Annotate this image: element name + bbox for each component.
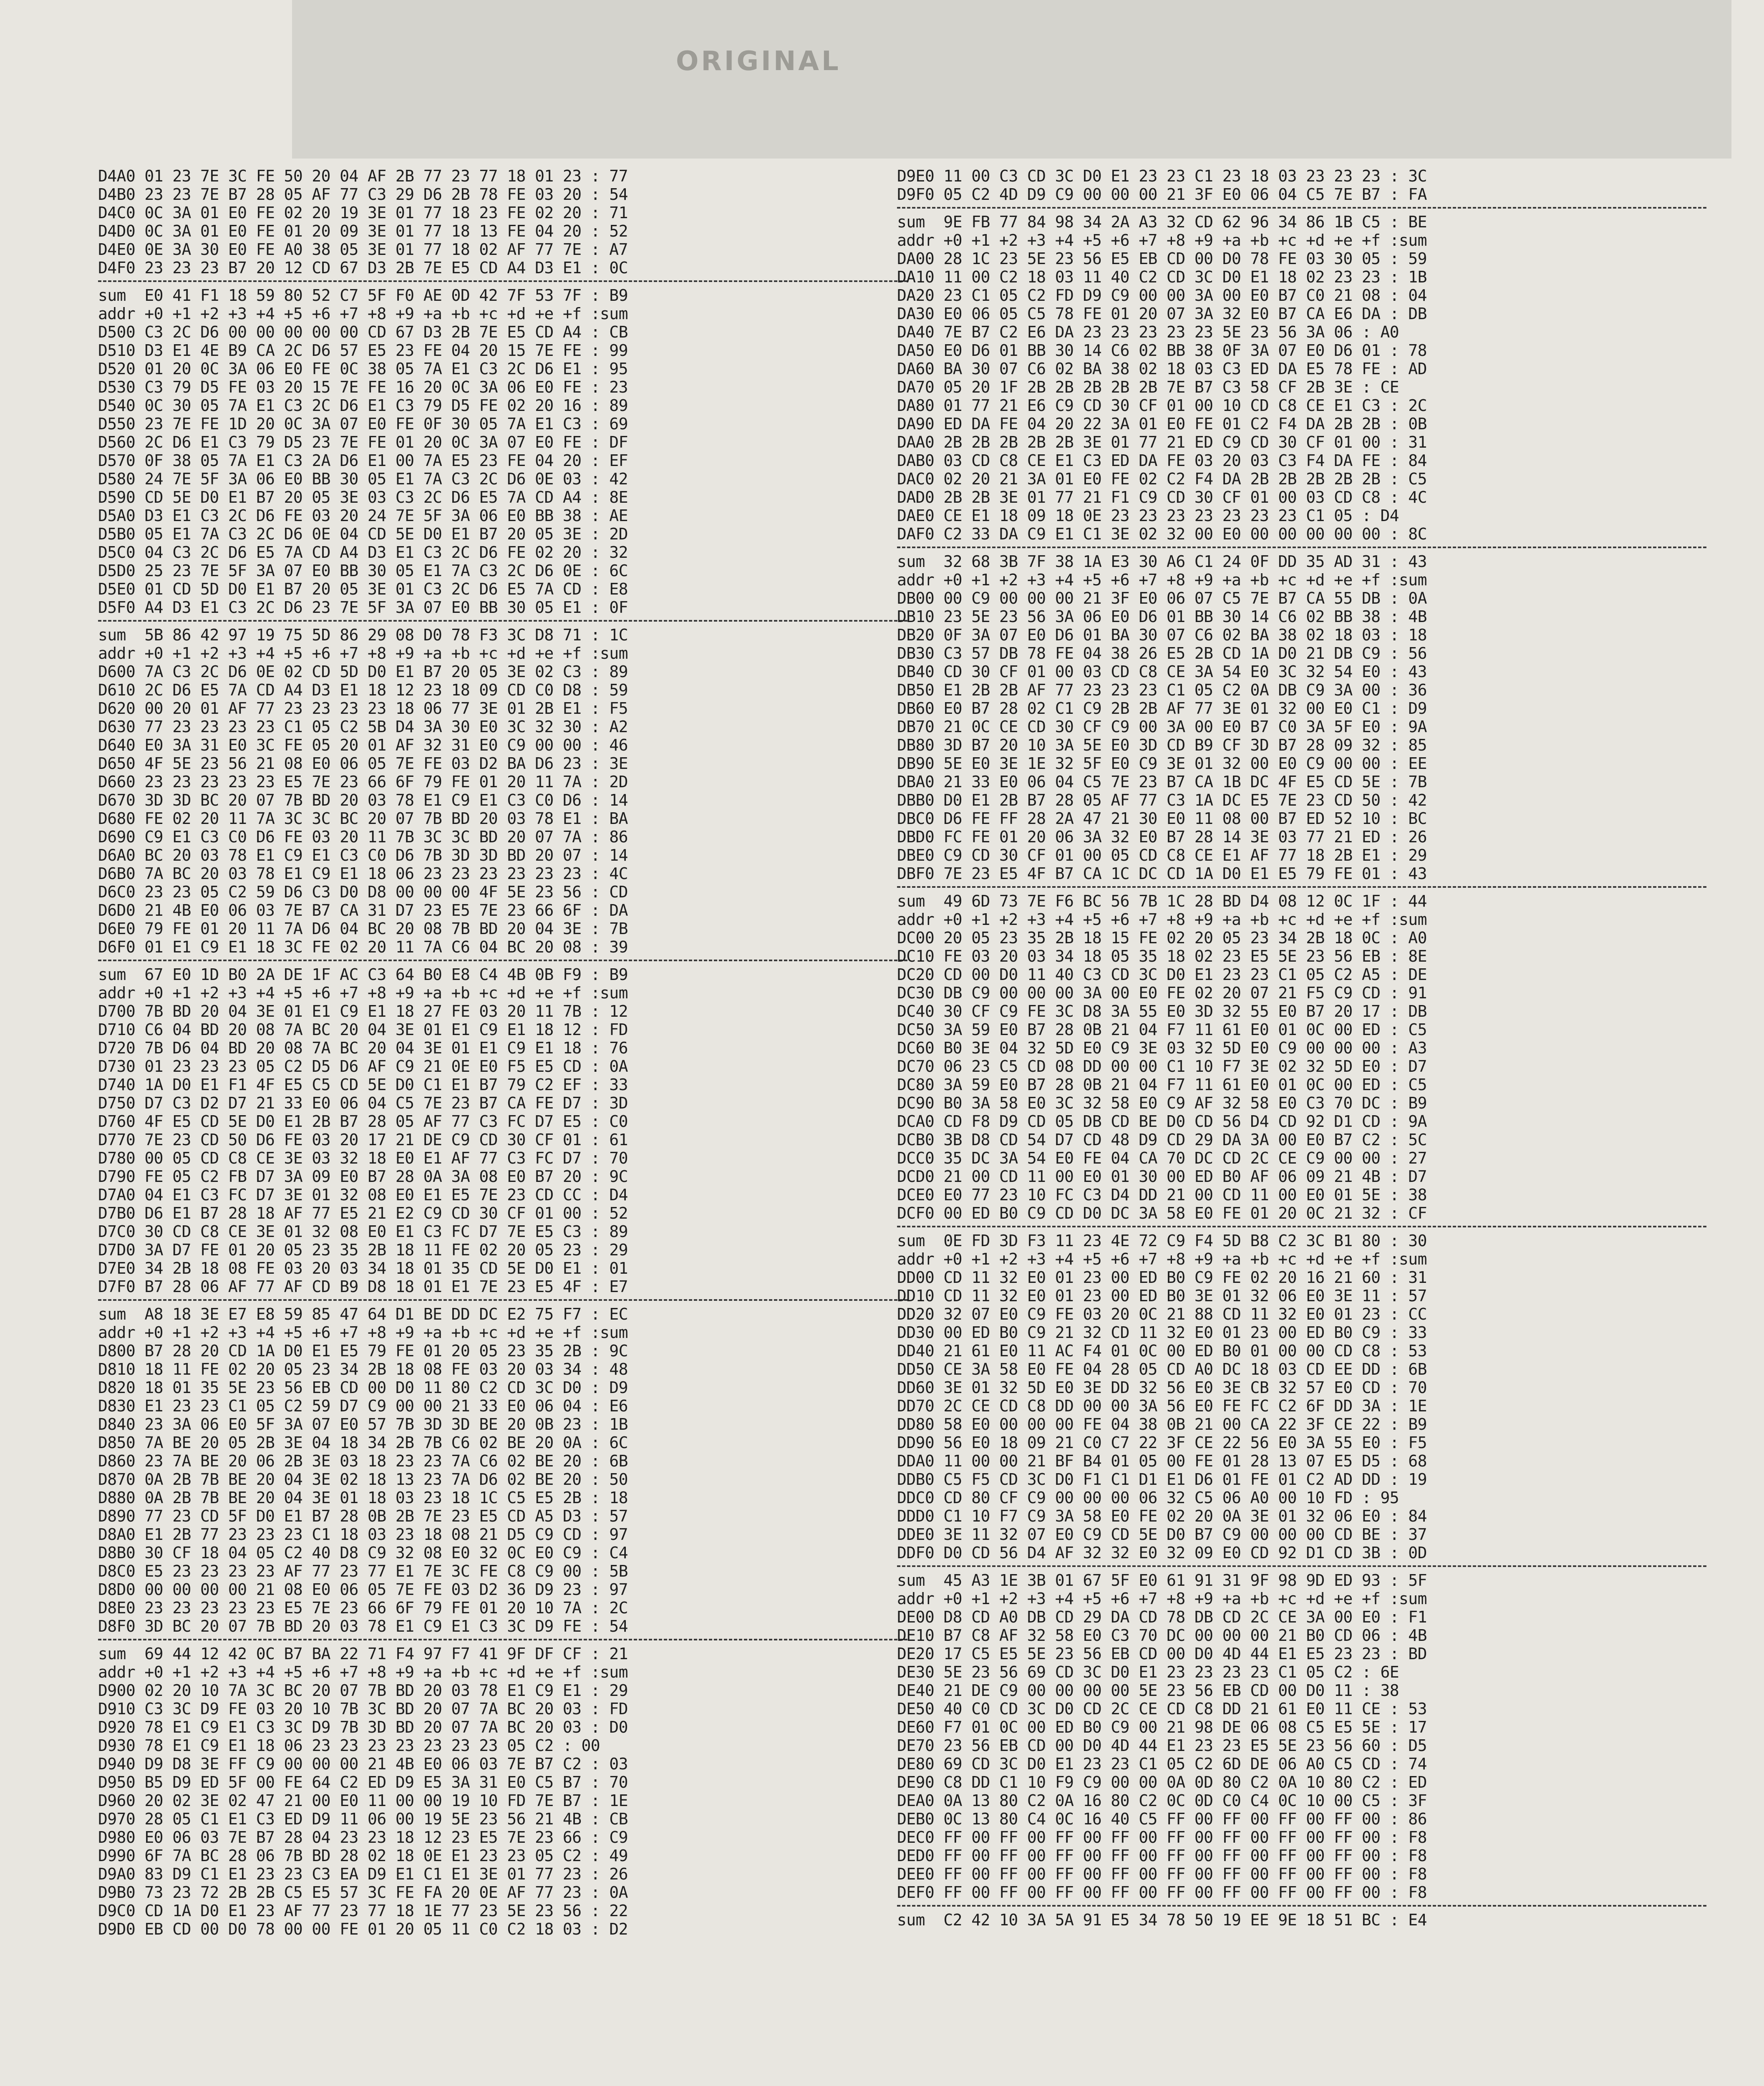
column-header-row: addr +0 +1 +2 +3 +4 +5 +6 +7 +8 +9 +a +b +c +d +e +f :sum xyxy=(98,644,628,663)
hex-row: DA30 E0 06 05 C5 78 FE 01 20 07 3A 32 E0 B7 CA E6 DA : DB xyxy=(897,305,1427,323)
hex-row: DC10 FE 03 20 03 34 18 05 35 18 02 23 E5 5E 23 56 EB : 8E xyxy=(897,947,1427,965)
hex-row: DAC0 02 20 21 3A 01 E0 FE 02 C2 F4 DA 2B 2B 2B 2B 2B : C5 xyxy=(897,470,1427,488)
dashed-separator xyxy=(897,207,1706,209)
hex-row: DC90 B0 3A 58 E0 3C 32 58 E0 C9 AF 32 58 E0 C3 70 DC : B9 xyxy=(897,1094,1427,1112)
hex-row: D8B0 30 CF 18 04 05 C2 40 D8 C9 32 08 E0 32 0C E0 C9 : C4 xyxy=(98,1544,628,1562)
hex-row: D8A0 E1 2B 77 23 23 23 C1 18 03 23 18 08 21 D5 C9 CD : 97 xyxy=(98,1525,628,1544)
dashed-separator xyxy=(98,1639,907,1640)
hex-row: D580 24 7E 5F 3A 06 E0 BB 30 05 E1 7A C3 2C D6 0E 03 : 42 xyxy=(98,470,628,488)
hex-row: DE80 69 CD 3C D0 E1 23 23 C1 05 C2 6D DE 06 A0 C5 CD : 74 xyxy=(897,1755,1427,1773)
hex-row: DEF0 FF 00 FF 00 FF 00 FF 00 FF 00 FF 00 FF 00 FF 00 : F8 xyxy=(897,1883,1427,1902)
hex-row: DD00 CD 11 32 E0 01 23 00 ED B0 C9 FE 02 20 16 21 60 : 31 xyxy=(897,1268,1427,1287)
hex-block xyxy=(897,231,1706,571)
hex-row: DBC0 D6 FE FF 28 2A 47 21 30 E0 11 08 00 B7 ED 52 10 : BC xyxy=(897,809,1427,828)
hex-row: D940 D9 D8 3E FF C9 00 00 00 21 4B E0 06 03 7E B7 C2 : 03 xyxy=(98,1755,628,1773)
hex-row: D5C0 04 C3 2C D6 E5 7A CD A4 D3 E1 C3 2C D6 FE 02 20 : 32 xyxy=(98,543,628,562)
hex-row: D640 E0 3A 31 E0 3C FE 05 20 01 AF 32 31 E0 C9 00 00 : 46 xyxy=(98,736,628,754)
column-header-row: addr +0 +1 +2 +3 +4 +5 +6 +7 +8 +9 +a +b +c +d +e +f :sum xyxy=(897,910,1427,929)
hex-row: D6E0 79 FE 01 20 11 7A D6 04 BC 20 08 7B BD 20 04 3E : 7B xyxy=(98,920,628,938)
hex-row: DBE0 C9 CD 30 CF 01 00 05 CD C8 CE E1 AF 77 18 2B E1 : 29 xyxy=(897,846,1427,864)
hex-row: DC80 3A 59 E0 B7 28 0B 21 04 F7 11 61 E0 01 0C 00 ED : C5 xyxy=(897,1076,1427,1094)
hex-row: DB30 C3 57 DB 78 FE 04 38 26 E5 2B CD 1A D0 21 DB C9 : 56 xyxy=(897,644,1427,663)
checksum-row: sum 32 68 3B 7F 38 1A E3 30 A6 C1 24 0F DD 35 AD 31 : 43 xyxy=(897,552,1427,571)
hex-row: D950 B5 D9 ED 5F 00 FE 64 C2 ED D9 E5 3A 31 E0 C5 B7 : 70 xyxy=(98,1773,628,1791)
hex-row: D8D0 00 00 00 00 21 08 E0 06 05 7E FE 03 D2 36 D9 23 : 97 xyxy=(98,1580,628,1599)
hex-row: DB80 3D B7 20 10 3A 5E E0 3D CD B9 CF 3D B7 28 09 32 : 85 xyxy=(897,736,1427,754)
hex-row: D7B0 D6 E1 B7 28 18 AF 77 E5 21 E2 C9 CD 30 CF 01 00 : 52 xyxy=(98,1204,628,1222)
column-header-row: addr +0 +1 +2 +3 +4 +5 +6 +7 +8 +9 +a +b +c +d +e +f :sum xyxy=(98,1323,628,1342)
hex-row: DB50 E1 2B 2B AF 77 23 23 23 C1 05 C2 0A DB C9 3A 00 : 36 xyxy=(897,681,1427,699)
hex-row: DEE0 FF 00 FF 00 FF 00 FF 00 FF 00 FF 00 FF 00 FF 00 : F8 xyxy=(897,1865,1427,1883)
hex-row: DA50 E0 D6 01 BB 30 14 C6 02 BB 38 0F 3A 07 E0 D6 01 : 78 xyxy=(897,341,1427,360)
hex-row: DC20 CD 00 D0 11 40 C3 CD 3C D0 E1 23 23 C1 05 C2 A5 : DE xyxy=(897,965,1427,984)
hex-row: DCC0 35 DC 3A 54 E0 FE 04 CA 70 DC CD 2C CE C9 00 00 : 27 xyxy=(897,1149,1427,1167)
hex-row: DD80 58 E0 00 00 00 FE 04 38 0B 21 00 CA 22 3F CE 22 : B9 xyxy=(897,1415,1427,1433)
hex-row: D960 20 02 3E 02 47 21 00 E0 11 00 00 19 10 FD 7E B7 : 1E xyxy=(98,1791,628,1810)
hex-row: DBA0 21 33 E0 06 04 C5 7E 23 B7 CA 1B DC 4F E5 CD 5E : 7B xyxy=(897,773,1427,791)
hex-block xyxy=(98,305,907,644)
hex-row: DE60 F7 01 0C 00 ED B0 C9 00 21 98 DE 06 08 C5 E5 5E : 17 xyxy=(897,1718,1427,1736)
hex-row: D6F0 01 E1 C9 E1 18 3C FE 02 20 11 7A C6 04 BC 20 08 : 39 xyxy=(98,938,628,956)
hex-row: D800 B7 28 20 CD 1A D0 E1 E5 79 FE 01 20 05 23 35 2B : 9C xyxy=(98,1342,628,1360)
hex-row: D5F0 A4 D3 E1 C3 2C D6 23 7E 5F 3A 07 E0 BB 30 05 E1 : 0F xyxy=(98,598,628,617)
hex-row: D840 23 3A 06 E0 5F 3A 07 E0 57 7B 3D 3D BE 20 0B 23 : 1B xyxy=(98,1415,628,1433)
hex-row: DDF0 D0 CD 56 D4 AF 32 32 E0 32 09 E0 CD 92 D1 CD 3B : 0D xyxy=(897,1544,1427,1562)
hex-dump-right-column xyxy=(897,167,1706,1929)
hex-row: DD20 32 07 E0 C9 FE 03 20 0C 21 88 CD 11 32 E0 01 23 : CC xyxy=(897,1305,1427,1323)
hex-row: DDD0 C1 10 F7 C9 3A 58 E0 FE 02 20 0A 3E 01 32 06 E0 : 84 xyxy=(897,1507,1427,1525)
hex-row: DD90 56 E0 18 09 21 C0 C7 22 3F CE 22 56 E0 3A 55 E0 : F5 xyxy=(897,1433,1427,1452)
hex-row: DCB0 3B D8 CD 54 D7 CD 48 D9 CD 29 DA 3A 00 E0 B7 C2 : 5C xyxy=(897,1131,1427,1149)
hex-row: D920 78 E1 C9 E1 C3 3C D9 7B 3D BD 20 07 7A BC 20 03 : D0 xyxy=(98,1718,628,1736)
hex-row: D7C0 30 CD C8 CE 3E 01 32 08 E0 E1 C3 FC D7 7E E5 C3 : 89 xyxy=(98,1222,628,1241)
hex-row: DCF0 00 ED B0 C9 CD D0 DC 3A 58 E0 FE 01 20 0C 21 32 : CF xyxy=(897,1204,1427,1222)
hex-row: D930 78 E1 C9 E1 18 06 23 23 23 23 23 23 23 05 C2 : 00 xyxy=(98,1736,600,1755)
column-header-row: addr +0 +1 +2 +3 +4 +5 +6 +7 +8 +9 +a +b +c +d +e +f :sum xyxy=(897,1590,1427,1608)
hex-row: DA60 BA 30 07 C6 02 BA 38 02 18 03 C3 ED DA E5 78 FE : AD xyxy=(897,360,1427,378)
hex-row: DCA0 CD F8 D9 CD 05 DB CD BE D0 CD 56 D4 CD 92 D1 CD : 9A xyxy=(897,1112,1427,1131)
hex-row: DC70 06 23 C5 CD 08 DD 00 00 C1 10 F7 3E 02 32 5D E0 : D7 xyxy=(897,1057,1427,1076)
hex-row: DE50 40 C0 CD 3C D0 CD 2C CE CD C8 DD 21 61 E0 11 CE : 53 xyxy=(897,1700,1427,1718)
hex-row: D4E0 0E 3A 30 E0 FE A0 38 05 3E 01 77 18 02 AF 77 7E : A7 xyxy=(98,240,628,259)
hex-row: DBD0 FC FE 01 20 06 3A 32 E0 B7 28 14 3E 03 77 21 ED : 26 xyxy=(897,828,1427,846)
hex-row: D4B0 23 23 7E B7 28 05 AF 77 C3 29 D6 2B 78 FE 03 20 : 54 xyxy=(98,185,628,204)
hex-row: D9D0 EB CD 00 D0 78 00 00 FE 01 20 05 11 C0 C2 18 03 : D2 xyxy=(98,1920,628,1938)
hex-row: D9F0 05 C2 4D D9 C9 00 00 00 21 3F E0 06 04 C5 7E B7 : FA xyxy=(897,185,1427,204)
hex-row: D670 3D 3D BC 20 07 7B BD 20 03 78 E1 C9 E1 C3 C0 D6 : 14 xyxy=(98,791,628,809)
hex-row: D6C0 23 23 05 C2 59 D6 C3 D0 D8 00 00 00 4F 5E 23 56 : CD xyxy=(98,883,628,901)
hex-row: D680 FE 02 20 11 7A 3C 3C BC 20 07 7B BD 20 03 78 E1 : BA xyxy=(98,809,628,828)
checksum-row: sum C2 42 10 3A 5A 91 E5 34 78 50 19 EE 9E 18 51 BC : E4 xyxy=(897,1911,1427,1929)
hex-block xyxy=(897,1590,1706,1929)
hex-row: DC30 DB C9 00 00 00 3A 00 E0 FE 02 20 07 21 F5 C9 CD : 91 xyxy=(897,984,1427,1002)
hex-row: DB60 E0 B7 28 02 C1 C9 2B 2B AF 77 3E 01 32 00 E0 C1 : D9 xyxy=(897,699,1427,718)
hex-row: D610 2C D6 E5 7A CD A4 D3 E1 18 12 23 18 09 CD C0 D8 : 59 xyxy=(98,681,628,699)
hex-row: DDB0 C5 F5 CD 3C D0 F1 C1 D1 E1 D6 01 FE 01 C2 AD DD : 19 xyxy=(897,1470,1427,1489)
hex-row: D7A0 04 E1 C3 FC D7 3E 01 32 08 E0 E1 E5 7E 23 CD CC : D4 xyxy=(98,1186,628,1204)
hex-row: D900 02 20 10 7A 3C BC 20 07 7B BD 20 03 78 E1 C9 E1 : 29 xyxy=(98,1681,628,1700)
hex-row: D9A0 83 D9 C1 E1 23 23 C3 EA D9 E1 C1 E1 3E 01 77 23 : 26 xyxy=(98,1865,628,1883)
hex-row: DA00 28 1C 23 5E 23 56 E5 EB CD 00 D0 78 FE 03 30 05 : 59 xyxy=(897,249,1427,268)
hex-block xyxy=(897,1250,1706,1590)
hex-row: DE10 B7 C8 AF 32 58 E0 C3 70 DC 00 00 00 21 B0 CD 06 : 4B xyxy=(897,1626,1427,1645)
hex-row: D5D0 25 23 7E 5F 3A 07 E0 BB 30 05 E1 7A C3 2C D6 0E : 6C xyxy=(98,562,628,580)
hex-row: DD10 CD 11 32 E0 01 23 00 ED B0 3E 01 32 06 E0 3E 11 : 57 xyxy=(897,1287,1427,1305)
hex-row: D8F0 3D BC 20 07 7B BD 20 03 78 E1 C9 E1 C3 3C D9 FE : 54 xyxy=(98,1617,628,1635)
hex-row: D570 0F 38 05 7A E1 C3 2A D6 E1 00 7A E5 23 FE 04 20 : EF xyxy=(98,451,628,470)
hex-row: DBF0 7E 23 E5 4F B7 CA 1C DC CD 1A D0 E1 E5 79 FE 01 : 43 xyxy=(897,864,1427,883)
hex-row: D550 23 7E FE 1D 20 0C 3A 07 E0 FE 0F 30 05 7A E1 C3 : 69 xyxy=(98,415,628,433)
hex-row: D690 C9 E1 C3 C0 D6 FE 03 20 11 7B 3C 3C BD 20 07 7A : 86 xyxy=(98,828,628,846)
dashed-separator xyxy=(98,620,907,622)
hex-row: DD70 2C CE CD C8 DD 00 00 3A 56 E0 FE FC C2 6F DD 3A : 1E xyxy=(897,1397,1427,1415)
hex-row: DDA0 11 00 00 21 BF B4 01 05 00 FE 01 28 13 07 E5 D5 : 68 xyxy=(897,1452,1427,1470)
hex-row: D970 28 05 C1 E1 C3 ED D9 11 06 00 19 5E 23 56 21 4B : CB xyxy=(98,1810,628,1828)
hex-row: D6A0 BC 20 03 78 E1 C9 E1 C3 C0 D6 7B 3D 3D BD 20 07 : 14 xyxy=(98,846,628,864)
hex-row: DA40 7E B7 C2 E6 DA 23 23 23 23 23 5E 23 56 3A 06 : A0 xyxy=(897,323,1399,341)
hex-block xyxy=(98,984,907,1323)
hex-row: D630 77 23 23 23 23 C1 05 C2 5B D4 3A 30 E0 3C 32 30 : A2 xyxy=(98,718,628,736)
checksum-row: sum 45 A3 1E 3B 01 67 5F E0 61 91 31 9F 98 9D ED 93 : 5F xyxy=(897,1571,1427,1590)
hex-row: DE70 23 56 EB CD 00 D0 4D 44 E1 23 23 E5 5E 23 56 60 : D5 xyxy=(897,1736,1427,1755)
column-header-row: addr +0 +1 +2 +3 +4 +5 +6 +7 +8 +9 +a +b +c +d +e +f :sum xyxy=(98,984,628,1002)
hex-row: D9E0 11 00 C3 CD 3C D0 E1 23 23 C1 23 18 03 23 23 23 : 3C xyxy=(897,167,1427,185)
column-header-row: addr +0 +1 +2 +3 +4 +5 +6 +7 +8 +9 +a +b +c +d +e +f :sum xyxy=(897,571,1427,589)
hex-row: D750 D7 C3 D2 D7 21 33 E0 06 04 C5 7E 23 B7 CA FE D7 : 3D xyxy=(98,1094,628,1112)
hex-row: DAD0 2B 2B 3E 01 77 21 F1 C9 CD 30 CF 01 00 03 CD C8 : 4C xyxy=(897,488,1427,506)
hex-row: DB00 00 C9 00 00 00 21 3F E0 06 07 C5 7E B7 CA 55 DB : 0A xyxy=(897,589,1427,607)
dashed-separator xyxy=(897,547,1706,548)
hex-row: DA10 11 00 C2 18 03 11 40 C2 CD 3C D0 E1 18 02 23 23 : 1B xyxy=(897,268,1427,286)
hex-row: DE20 17 C5 E5 5E 23 56 EB CD 00 D0 4D 44 E1 E5 23 23 : BD xyxy=(897,1645,1427,1663)
hex-row: DC50 3A 59 E0 B7 28 0B 21 04 F7 11 61 E0 01 0C 00 ED : C5 xyxy=(897,1020,1427,1039)
hex-row: D7F0 B7 28 06 AF 77 AF CD B9 D8 18 01 E1 7E 23 E5 4F : E7 xyxy=(98,1277,628,1296)
hex-row: D620 00 20 01 AF 77 23 23 23 23 18 06 77 3E 01 2B E1 : F5 xyxy=(98,699,628,718)
hex-row: DA90 ED DA FE 04 20 22 3A 01 E0 FE 01 C2 F4 DA 2B 2B : 0B xyxy=(897,415,1427,433)
checksum-row: sum 0E FD 3D F3 11 23 4E 72 C9 F4 5D B8 C2 3C B1 80 : 30 xyxy=(897,1232,1427,1250)
hex-row: D500 C3 2C D6 00 00 00 00 00 CD 67 D3 2B 7E E5 CD A4 : CB xyxy=(98,323,628,341)
hex-row: D720 7B D6 04 BD 20 08 7A BC 20 04 3E 01 E1 C9 E1 18 : 76 xyxy=(98,1039,628,1057)
hex-row: DC00 20 05 23 35 2B 18 15 FE 02 20 05 23 34 2B 18 0C : A0 xyxy=(897,929,1427,947)
hex-row: D590 CD 5E D0 E1 B7 20 05 3E 03 C3 2C D6 E5 7A CD A4 : 8E xyxy=(98,488,628,506)
hex-row: D780 00 05 CD C8 CE 3E 03 32 18 E0 E1 AF 77 C3 FC D7 : 70 xyxy=(98,1149,628,1167)
hex-row: DAF0 C2 33 DA C9 E1 C1 3E 02 32 00 E0 00 00 00 00 00 : 8C xyxy=(897,525,1427,543)
hex-row: DC40 30 CF C9 FE 3C D8 3A 55 E0 3D 32 55 E0 B7 20 17 : DB xyxy=(897,1002,1427,1020)
dashed-separator xyxy=(897,1226,1706,1227)
hex-row: D850 7A BE 20 05 2B 3E 04 18 34 2B 7B C6 02 BE 20 0A : 6C xyxy=(98,1433,628,1452)
checksum-row: sum 69 44 12 42 0C B7 BA 22 71 F4 97 F7 41 9F DF CF : 21 xyxy=(98,1645,628,1663)
hex-row: D7D0 3A D7 FE 01 20 05 23 35 2B 18 11 FE 02 20 05 23 : 29 xyxy=(98,1241,628,1259)
hex-row: D860 23 7A BE 20 06 2B 3E 03 18 23 23 7A C6 02 BE 20 : 6B xyxy=(98,1452,628,1470)
hex-row: DB10 23 5E 23 56 3A 06 E0 D6 01 BB 30 14 C6 02 BB 38 : 4B xyxy=(897,607,1427,626)
column-header-row: addr +0 +1 +2 +3 +4 +5 +6 +7 +8 +9 +a +b +c +d +e +f :sum xyxy=(98,305,628,323)
dashed-separator xyxy=(897,1905,1706,1907)
hex-row: DDC0 CD 80 CF C9 00 00 00 06 32 C5 06 A0 00 10 FD : 95 xyxy=(897,1489,1399,1507)
hex-row: D980 E0 06 03 7E B7 28 04 23 23 18 12 23 E5 7E 23 66 : C9 xyxy=(98,1828,628,1847)
dashed-separator xyxy=(897,886,1706,888)
hex-row: DB70 21 0C CE CD 30 CF C9 00 3A 00 E0 B7 C0 3A 5F E0 : 9A xyxy=(897,718,1427,736)
hex-row: DCE0 E0 77 23 10 FC C3 D4 DD 21 00 CD 11 00 E0 01 5E : 38 xyxy=(897,1186,1427,1204)
hex-row: DAA0 2B 2B 2B 2B 2B 3E 01 77 21 ED C9 CD 30 CF 01 00 : 31 xyxy=(897,433,1427,451)
hex-row: DA20 23 C1 05 C2 FD D9 C9 00 00 3A 00 E0 B7 C0 21 08 : 04 xyxy=(897,286,1427,305)
hex-row: DBB0 D0 E1 2B B7 28 05 AF 77 C3 1A DC E5 7E 23 CD 50 : 42 xyxy=(897,791,1427,809)
hex-row: DE40 21 DE C9 00 00 00 00 5E 23 56 EB CD 00 D0 11 : 38 xyxy=(897,1681,1399,1700)
hex-row: D6D0 21 4B E0 06 03 7E B7 CA 31 D7 23 E5 7E 23 66 6F : DA xyxy=(98,901,628,920)
hex-row: DD30 00 ED B0 C9 21 32 CD 11 32 E0 01 23 00 ED B0 C9 : 33 xyxy=(897,1323,1427,1342)
dashed-separator xyxy=(98,1299,907,1301)
dashed-separator xyxy=(897,1565,1706,1567)
hex-row: D990 6F 7A BC 28 06 7B BD 28 02 18 0E E1 23 23 05 C2 : 49 xyxy=(98,1847,628,1865)
column-header-row: addr +0 +1 +2 +3 +4 +5 +6 +7 +8 +9 +a +b +c +d +e +f :sum xyxy=(897,1250,1427,1268)
hex-row: DB90 5E E0 3E 1E 32 5F E0 C9 3E 01 32 00 E0 C9 00 00 : EE xyxy=(897,754,1427,773)
hex-row: D9C0 CD 1A D0 E1 23 AF 77 23 77 18 1E 77 23 5E 23 56 : 22 xyxy=(98,1902,628,1920)
header-banner xyxy=(292,0,1731,159)
hex-row: D710 C6 04 BD 20 08 7A BC 20 04 3E 01 E1 C9 E1 18 12 : FD xyxy=(98,1020,628,1039)
hex-row: D4F0 23 23 23 B7 20 12 CD 67 D3 2B 7E E5 CD A4 D3 E1 : 0C xyxy=(98,259,628,277)
hex-row: D8E0 23 23 23 23 23 E5 7E 23 66 6F 79 FE 01 20 10 7A : 2C xyxy=(98,1599,628,1617)
hex-row: D7E0 34 2B 18 08 FE 03 20 03 34 18 01 35 CD 5E D0 E1 : 01 xyxy=(98,1259,628,1277)
hex-row: D560 2C D6 E1 C3 79 D5 23 7E FE 01 20 0C 3A 07 E0 FE : DF xyxy=(98,433,628,451)
hex-row: DEB0 0C 13 80 C4 0C 16 40 C5 FF 00 FF 00 FF 00 FF 00 : 86 xyxy=(897,1810,1427,1828)
checksum-row: sum A8 18 3E E7 E8 59 85 47 64 D1 BE DD DC E2 75 F7 : EC xyxy=(98,1305,628,1323)
hex-row: D540 0C 30 05 7A E1 C3 2C D6 E1 C3 79 D5 FE 02 20 16 : 89 xyxy=(98,396,628,415)
column-header-row: addr +0 +1 +2 +3 +4 +5 +6 +7 +8 +9 +a +b +c +d +e +f :sum xyxy=(98,1663,628,1681)
hex-row: D870 0A 2B 7B BE 20 04 3E 02 18 13 23 7A D6 02 BE 20 : 50 xyxy=(98,1470,628,1489)
hex-row: D820 18 01 35 5E 23 56 EB CD 00 D0 11 80 C2 CD 3C D0 : D9 xyxy=(98,1378,628,1397)
hex-row: D650 4F 5E 23 56 21 08 E0 06 05 7E FE 03 D2 BA D6 23 : 3E xyxy=(98,754,628,773)
hex-row: DEA0 0A 13 80 C2 0A 16 80 C2 0C 0D C0 C4 0C 10 00 C5 : 3F xyxy=(897,1791,1427,1810)
hex-row: D790 FE 05 C2 FB D7 3A 09 E0 B7 28 0A 3A 08 E0 B7 20 : 9C xyxy=(98,1167,628,1186)
hex-row: D660 23 23 23 23 23 E5 7E 23 66 6F 79 FE 01 20 11 7A : 2D xyxy=(98,773,628,791)
hex-row: D740 1A D0 E1 F1 4F E5 C5 CD 5E D0 C1 E1 B7 79 C2 EF : 33 xyxy=(98,1076,628,1094)
hex-row: D510 D3 E1 4E B9 CA 2C D6 57 E5 23 FE 04 20 15 7E FE : 99 xyxy=(98,341,628,360)
checksum-row: sum E0 41 F1 18 59 80 52 C7 5F F0 AE 0D 42 7F 53 7F : B9 xyxy=(98,286,628,305)
hex-row: DCD0 21 00 CD 11 00 E0 01 30 00 ED B0 AF 06 09 21 4B : D7 xyxy=(897,1167,1427,1186)
hex-block xyxy=(98,167,907,305)
hex-row: DD50 CE 3A 58 E0 FE 04 28 05 CD A0 DC 18 03 CD EE DD : 6B xyxy=(897,1360,1427,1378)
hex-row: D4C0 0C 3A 01 E0 FE 02 20 19 3E 01 77 18 23 FE 02 20 : 71 xyxy=(98,204,628,222)
hex-row: D9B0 73 23 72 2B 2B C5 E5 57 3C FE FA 20 0E AF 77 23 : 0A xyxy=(98,1883,628,1902)
checksum-row: sum 9E FB 77 84 98 34 2A A3 32 CD 62 96 34 86 1B C5 : BE xyxy=(897,213,1427,231)
hex-row: D890 77 23 CD 5F D0 E1 B7 28 0B 2B 7E 23 E5 CD A5 D3 : 57 xyxy=(98,1507,628,1525)
hex-row: DB40 CD 30 CF 01 00 03 CD C8 CE 3A 54 E0 3C 32 54 E0 : 43 xyxy=(897,663,1427,681)
hex-block xyxy=(897,910,1706,1250)
hex-row: D6B0 7A BC 20 03 78 E1 C9 E1 18 06 23 23 23 23 23 23 : 4C xyxy=(98,864,628,883)
hex-row: D760 4F E5 CD 5E D0 E1 2B B7 28 05 AF 77 C3 FC D7 E5 : C0 xyxy=(98,1112,628,1131)
hex-row: DC60 B0 3E 04 32 5D E0 C9 3E 03 32 5D E0 C9 00 00 00 : A3 xyxy=(897,1039,1427,1057)
hex-dump-left-column xyxy=(98,167,907,1938)
hex-row: DD60 3E 01 32 5D E0 3E DD 32 56 E0 3E CB 32 57 E0 CD : 70 xyxy=(897,1378,1427,1397)
hex-row: D4A0 01 23 7E 3C FE 50 20 04 AF 2B 77 23 77 18 01 23 : 77 xyxy=(98,167,628,185)
hex-row: DA70 05 20 1F 2B 2B 2B 2B 2B 7E B7 C3 58 CF 2B 3E : CE xyxy=(897,378,1399,396)
hex-row: D730 01 23 23 23 05 C2 D5 D6 AF C9 21 0E E0 F5 E5 CD : 0A xyxy=(98,1057,628,1076)
hex-row: DD40 21 61 E0 11 AC F4 01 0C 00 ED B0 01 00 00 CD C8 : 53 xyxy=(897,1342,1427,1360)
hex-row: DAB0 03 CD C8 CE E1 C3 ED DA FE 03 20 03 C3 F4 DA FE : 84 xyxy=(897,451,1427,470)
hex-row: D830 E1 23 23 C1 05 C2 59 D7 C9 00 00 21 33 E0 06 04 : E6 xyxy=(98,1397,628,1415)
hex-block xyxy=(897,571,1706,910)
hex-row: DDE0 3E 11 32 07 E0 C9 CD 5E D0 B7 C9 00 00 00 CD BE : 37 xyxy=(897,1525,1427,1544)
hex-row: D810 18 11 FE 02 20 05 23 34 2B 18 08 FE 03 20 03 34 : 48 xyxy=(98,1360,628,1378)
column-header-row: addr +0 +1 +2 +3 +4 +5 +6 +7 +8 +9 +a +b +c +d +e +f :sum xyxy=(897,231,1427,249)
dashed-separator xyxy=(98,280,907,282)
checksum-row: sum 5B 86 42 97 19 75 5D 86 29 08 D0 78 F3 3C D8 71 : 1C xyxy=(98,626,628,644)
hex-row: D880 0A 2B 7B BE 20 04 3E 01 18 03 23 18 1C C5 E5 2B : 18 xyxy=(98,1489,628,1507)
hex-block xyxy=(98,1323,907,1663)
hex-row: D600 7A C3 2C D6 0E 02 CD 5D D0 E1 B7 20 05 3E 02 C3 : 89 xyxy=(98,663,628,681)
hex-block xyxy=(98,644,907,984)
hex-row: DEC0 FF 00 FF 00 FF 00 FF 00 FF 00 FF 00 FF 00 FF 00 : F8 xyxy=(897,1828,1427,1847)
hex-row: DED0 FF 00 FF 00 FF 00 FF 00 FF 00 FF 00 FF 00 FF 00 : F8 xyxy=(897,1847,1427,1865)
hex-row: D770 7E 23 CD 50 D6 FE 03 20 17 21 DE C9 CD 30 CF 01 : 61 xyxy=(98,1131,628,1149)
hex-row: D700 7B BD 20 04 3E 01 E1 C9 E1 18 27 FE 03 20 11 7B : 12 xyxy=(98,1002,628,1020)
hex-block xyxy=(98,1663,907,1938)
checksum-row: sum 67 E0 1D B0 2A DE 1F AC C3 64 B0 E8 C4 4B 0B F9 : B9 xyxy=(98,965,628,984)
hex-row: DB20 0F 3A 07 E0 D6 01 BA 30 07 C6 02 BA 38 02 18 03 : 18 xyxy=(897,626,1427,644)
checksum-row: sum 49 6D 73 7E F6 BC 56 7B 1C 28 BD D4 08 12 0C 1F : 44 xyxy=(897,892,1427,910)
hex-row: DE00 D8 CD A0 DB CD 29 DA CD 78 DB CD 2C CE 3A 00 E0 : F1 xyxy=(897,1608,1427,1626)
hex-row: DAE0 CE E1 18 09 18 0E 23 23 23 23 23 23 23 C1 05 : D4 xyxy=(897,506,1399,525)
hex-row: D5A0 D3 E1 C3 2C D6 FE 03 20 24 7E 5F 3A 06 E0 BB 38 : AE xyxy=(98,506,628,525)
hex-row: D4D0 0C 3A 01 E0 FE 01 20 09 3E 01 77 18 13 FE 04 20 : 52 xyxy=(98,222,628,240)
hex-row: DA80 01 77 21 E6 C9 CD 30 CF 01 00 10 CD C8 CE E1 C3 : 2C xyxy=(897,396,1427,415)
hex-row: D5B0 05 E1 7A C3 2C D6 0E 04 CD 5E D0 E1 B7 20 05 3E : 2D xyxy=(98,525,628,543)
hex-row: D910 C3 3C D9 FE 03 20 10 7B 3C BD 20 07 7A BC 20 03 : FD xyxy=(98,1700,628,1718)
hex-row: DE30 5E 23 56 69 CD 3C D0 E1 23 23 23 23 C1 05 C2 : 6E xyxy=(897,1663,1399,1681)
hex-row: D8C0 E5 23 23 23 23 AF 77 23 77 E1 7E 3C FE C8 C9 00 : 5B xyxy=(98,1562,628,1580)
dashed-separator xyxy=(98,960,907,961)
hex-block xyxy=(897,167,1706,231)
hex-row: D530 C3 79 D5 FE 03 20 15 7E FE 16 20 0C 3A 06 E0 FE : 23 xyxy=(98,378,628,396)
header-tag: ORIGINAL xyxy=(676,46,841,77)
hex-row: DE90 C8 DD C1 10 F9 C9 00 00 0A 0D 80 C2 0A 10 80 C2 : ED xyxy=(897,1773,1427,1791)
hex-row: D5E0 01 CD 5D D0 E1 B7 20 05 3E 01 C3 2C D6 E5 7A CD : E8 xyxy=(98,580,628,598)
hex-row: D520 01 20 0C 3A 06 E0 FE 0C 38 05 7A E1 C3 2C D6 E1 : 95 xyxy=(98,360,628,378)
